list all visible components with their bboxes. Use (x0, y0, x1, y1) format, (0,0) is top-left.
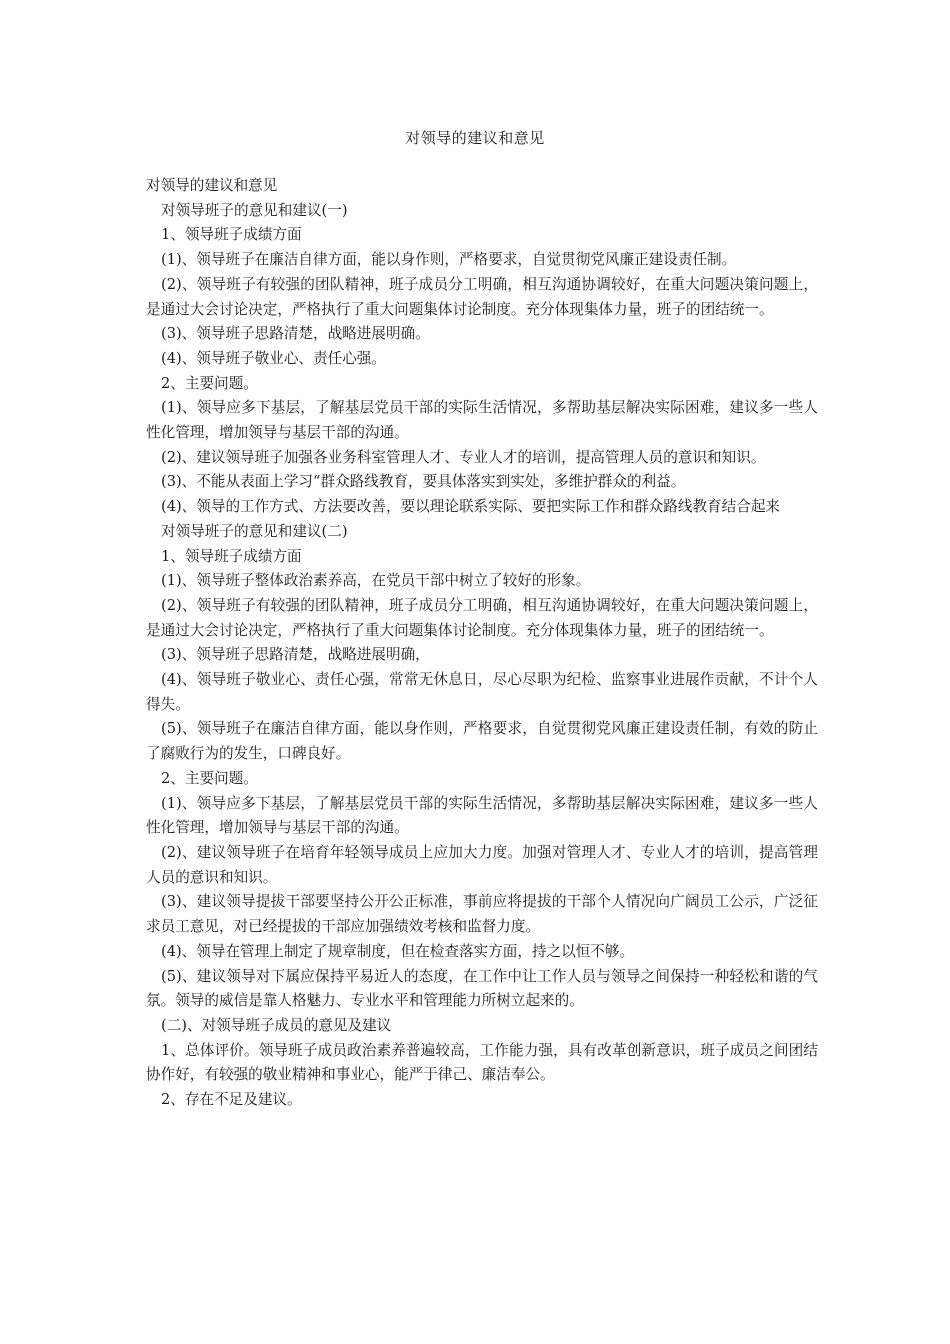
paragraph: (3)、不能从表面上学习“群众路线教育，要具体落实到实处，多维护群众的利益。 (161, 473, 686, 491)
paragraph: 1、领导班子成绩方面 (161, 226, 302, 244)
paragraph: (1)、领导应多下基层，了解基层党员干部的实际生活情况，多帮助基层解决实际困难，建议多一些人性化管理，增加领导与基层干部的沟通。 (146, 794, 818, 837)
paragraph: 1、总体评价。领导班子成员政治素养普遍较高，工作能力强，具有改革创新意识，班子成员之间团结协作好，有较强的敬业精神和事业心，能严于律己、廉洁奉公。 (146, 1041, 818, 1084)
paragraph: 对领导班子的意见和建议(一) (161, 201, 348, 219)
paragraph: (2)、建议领导班子在培育年轻领导成员上应加大力度。加强对管理人才、专业人才的培训，提高管理人员的意识和知识。 (146, 843, 818, 886)
paragraph: (3)、建议领导提拔干部要坚持公开公正标准，事前应将提拔的干部个人情况向广阔员工公示，广泛征求员工意见，对已经提拔的干部应加强绩效考核和监督力度。 (146, 893, 818, 936)
document-body (146, 174, 818, 1113)
document-title: 对领导的建议和意见 (405, 129, 545, 147)
paragraph: (4)、领导在管理上制定了规章制度，但在检查落实方面，持之以恒不够。 (161, 942, 635, 960)
paragraph: 对领导的建议和意见 (146, 177, 278, 194)
paragraph: 2、存在不足及建议。 (161, 1091, 302, 1109)
paragraph: 2、主要问题。 (161, 374, 258, 392)
paragraph: (3)、领导班子思路清楚，战略进展明确。 (161, 325, 430, 343)
paragraph: (1)、领导应多下基层，了解基层党员干部的实际生活情况，多帮助基层解决实际困难，建议多一些人性化管理，增加领导与基层干部的沟通。 (146, 399, 818, 442)
paragraph: 1、领导班子成绩方面 (161, 547, 302, 565)
paragraph: (2)、领导班子有较强的团队精神，班子成员分工明确，相互沟通协调较好，在重大问题决策问题上，是通过大会讨论决定，严格执行了重大问题集体讨论制度。充分体现集体力量，班子的团结统一。 (146, 596, 818, 639)
paragraph: (二)、对领导班子成员的意见及建议 (161, 1016, 392, 1034)
paragraph: (2)、领导班子有较强的团队精神，班子成员分工明确，相互沟通协调较好，在重大问题决策问题上，是通过大会讨论决定，严格执行了重大问题集体讨论制度。充分体现集体力量，班子的团结统一。 (146, 275, 818, 318)
paragraph: (4)、领导班子敬业心、责任心强。 (161, 349, 386, 367)
paragraph: (4)、领导的工作方式、方法要改善，要以理论联系实际、要把实际工作和群众路线教育结合起来 (161, 498, 781, 516)
paragraph: (5)、领导班子在廉洁自律方面，能以身作则，严格要求，自觉贯彻党风廉正建设责任制，有效的防止了腐败行为的发生，口碑良好。 (146, 720, 818, 763)
paragraph: (3)、领导班子思路清楚，战略进展明确， (161, 646, 430, 664)
paragraph: (1)、领导班子整体政治素养高，在党员干部中树立了较好的形象。 (161, 572, 591, 590)
paragraph: 对领导班子的意见和建议(二) (161, 522, 348, 540)
paragraph: (1)、领导班子在廉洁自律方面，能以身作则，严格要求，自觉贯彻党风廉正建设责任制。 (161, 251, 737, 269)
paragraph: (5)、建议领导对下属应保持平易近人的态度，在工作中让工作人员与领导之间保持一种轻松和谐的气氛。领导的威信是靠人格魅力、专业水平和管理能力所树立起来的。 (146, 967, 818, 1010)
paragraph: (4)、领导班子敬业心、责任心强，常常无休息日，尽心尽职为纪检、监察事业进展作贡献，不计个人得失。 (146, 671, 818, 713)
paragraph: (2)、建议领导班子加强各业务科室管理人才、专业人才的培训，提高管理人员的意识和知识。 (161, 448, 766, 466)
paragraph: 2、主要问题。 (161, 769, 258, 787)
